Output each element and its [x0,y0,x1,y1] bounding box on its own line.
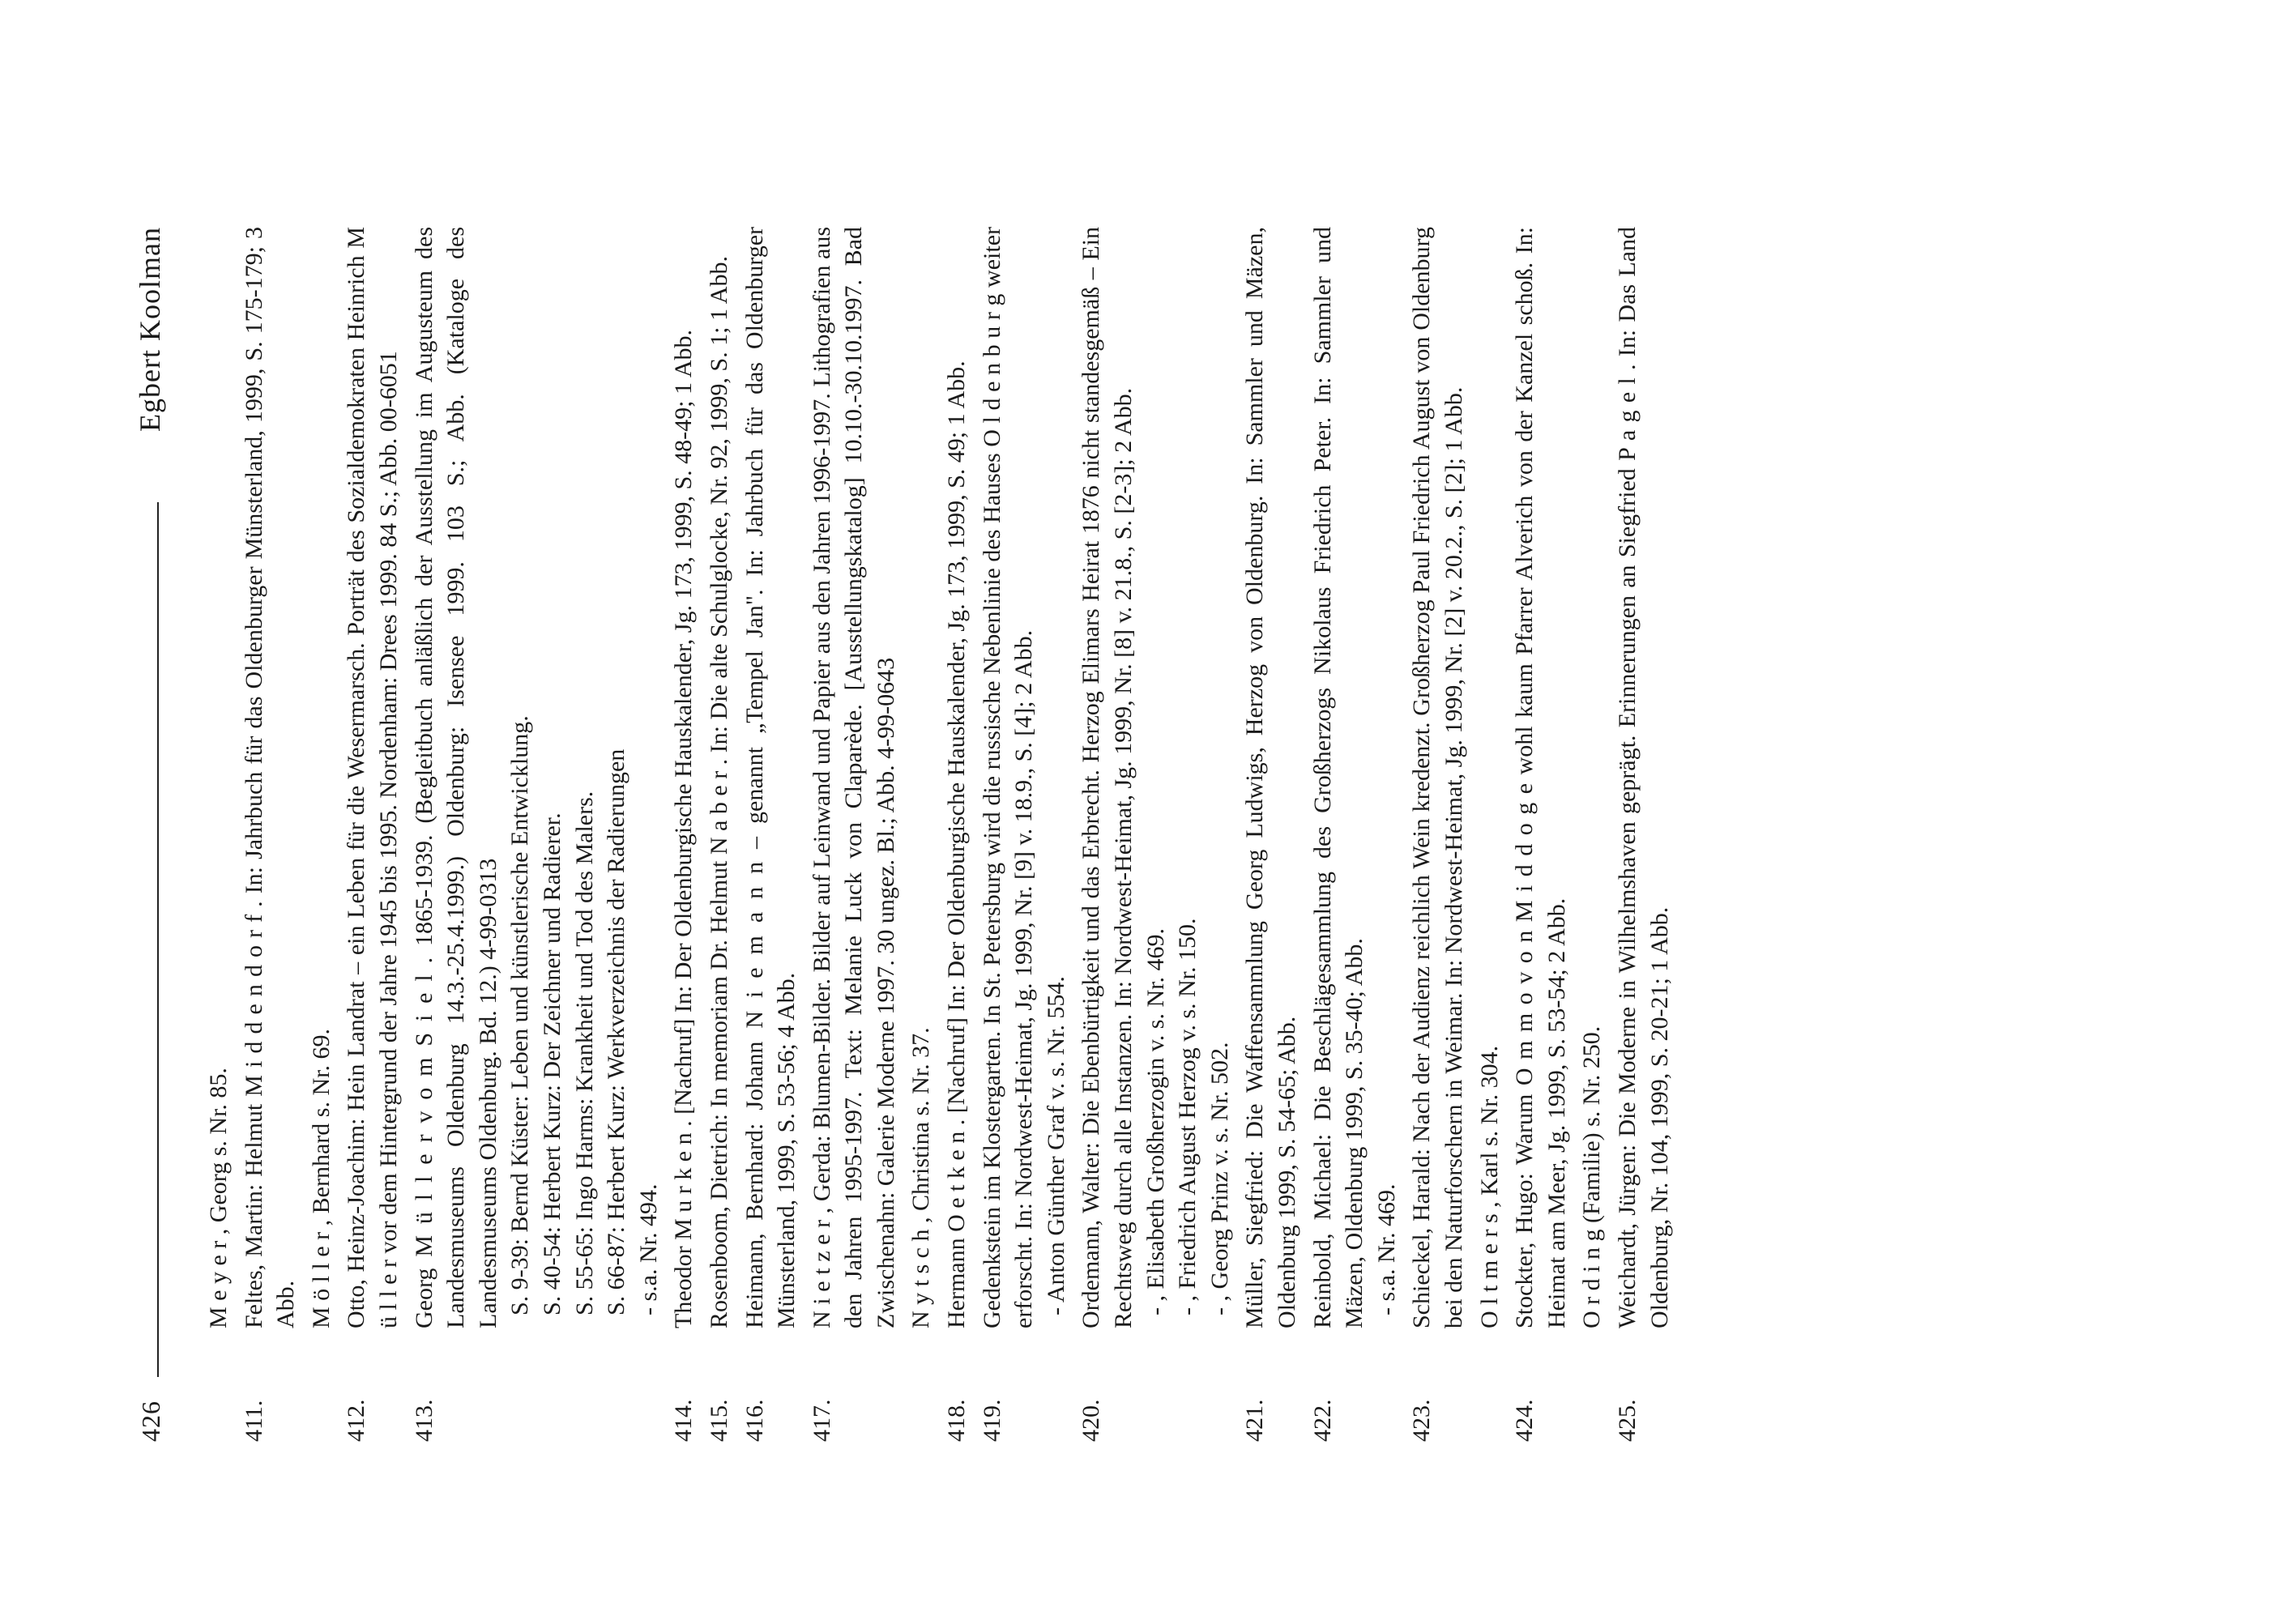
bibliography-entry [305,227,338,1442]
header-rule [157,502,159,1377]
entry-number: 420. [1078,1399,1105,1442]
entry-number: 421. [1241,1399,1269,1442]
entry-text [408,227,665,1328]
bibliography-entry [703,227,736,1442]
entry-text [1307,227,1403,1328]
entry-number: 417. [808,1399,835,1442]
entry-text [305,227,338,1328]
entry-citation: Schieckel, Harald: Nach der Audienz reichlich Wein kredenzt. Großherzog Paul Friedrich August von Oldenburg bei den Naturforschern in Weimar. In: Nordwest-Heimat, Jg. 1999, Nr. [2] v. 20.2., S. [2]; 1 Abb. [1408,227,1467,1328]
entry-citation: Georg M ü l l e r v o m S i e l . 1865-1939. (Begleitbuch anläßlich der Ausstellung im Augusteum des Landesmuseums Oldenburg 14.3.-25.4.1999.) Oldenburg: Isensee 1999. 103 S.; Abb. (Kataloge des Landesmuseums Oldenburg. Bd. 12.) 4-99-0313 [410,227,501,1328]
entry-citation: Müller, Siegfried: Die Waffensammlung Georg Ludwigs, Herzog von Oldenburg. In: Sammler und Mäzen, Oldenburg 1999, S. 54-65; Abb. [1241,227,1300,1328]
entry-citation: O r d i n g (Familie) s. Nr. 250. [1578,1025,1606,1328]
entry-subline: - s.a. Nr. 494. [634,1183,662,1315]
entry-number: 425. [1613,1399,1641,1442]
entry-text [976,227,1073,1328]
entry-citation: Hermann O e t k e n . [Nachruf] In: Der Oldenburgische Hauskalender, Jg. 173, 1999, S. 49; 1 Abb. [943,360,971,1328]
entry-text [1509,227,1573,1328]
entry-text [1474,227,1506,1328]
entry-number: 418. [943,1399,971,1442]
entry-subline: - s.a. Nr. 469. [1372,1183,1400,1315]
entry-text [1406,227,1470,1328]
bibliography-entry [238,227,302,1442]
entry-citation: M ö l l e r , Bernhard s. Nr. 69. [307,1029,335,1328]
entry-text [1075,227,1235,1328]
bibliography-list [203,227,1679,1442]
entry-citation: N y t s c h , Christina s. Nr. 37. [907,1027,935,1328]
entry-citation: M e y e r , Georg s. Nr. 85. [205,1068,232,1328]
bibliography-entry [1509,227,1573,1442]
entry-number: 415. [705,1399,732,1442]
entry-subline: - , Friedrich August Herzog v. s. Nr. 150. [1174,918,1201,1315]
bibliography-entry [203,227,235,1442]
entry-citation: Reinbold, Michael: Die Beschlägesammlung des Großherzogs Nikolaus Friedrich Peter. In: Sammler und Mäzen, Oldenburg 1999, S. 35-40; Abb. [1308,227,1368,1328]
entry-subline: - , Elisabeth Großherzogin v. s. Nr. 469. [1142,928,1169,1315]
entry-number: 423. [1408,1399,1436,1442]
entry-number: 411. [240,1400,267,1442]
page-number: 426 [136,1400,165,1442]
entry-citation: Theodor M u r k e n . [Nachruf] In: Der Oldenburgische Hauskalender, Jg. 173, 1999, S. 48-49; 1 Abb. [670,330,698,1328]
entry-number: 419. [978,1399,1005,1442]
entry-text [1611,227,1675,1328]
bibliography-entry [1406,227,1470,1442]
bibliography-entry [976,227,1073,1442]
entry-text [203,227,235,1328]
entry-text [1576,227,1608,1328]
entry-number: 416. [740,1399,768,1442]
entry-text [941,227,973,1328]
entry-subline: S. 40-54: Herbert Kurz: Der Zeichner und Radierer. [538,812,565,1315]
entry-text [1239,227,1303,1328]
entry-citation: Stockter, Hugo: Warum O m m o v o n M i d d o g e wohl kaum Pfarrer Alverich von der Kanzel schoß. In: Heimat am Meer, Jg. 1999, S. 53-54; 2 Abb. [1511,227,1570,1328]
bibliography-entry [1611,227,1675,1442]
entry-citation: Rosenboom, Dietrich: In memoriam Dr. Helmut N a b e r . In: Die alte Schulglocke, Nr. 92, 1999, S. 1; 1 Abb. [705,256,732,1328]
entry-citation: Otto, Heinz-Joachim: Hein Landrat – ein Leben für die Wesermarsch. Porträt des Sozialdemokraten Heinrich M ü l l e r vor dem Hintergrund der Jahre 1945 bis 1995. Nordenham: Drees 1999. 84 S.; Abb. 00-6051 [343,227,402,1328]
page-header [130,227,178,1442]
entry-subline: - , Georg Prinz v. s. Nr. 502. [1206,1042,1233,1315]
entry-number: 422. [1308,1399,1336,1442]
bibliography-entry [1307,227,1403,1442]
entry-number: 424. [1511,1399,1538,1442]
entry-citation: O l t m e r s , Karl s. Nr. 304. [1475,1045,1503,1328]
entry-text [340,227,404,1328]
entry-number: 414. [670,1399,698,1442]
entry-text [905,227,937,1328]
entry-citation: Weichardt, Jürgen: Die Moderne in Wilhelmshaven geprägt. Erinnerungen an Siegfried P a g e l . In: Das Land Oldenburg, Nr. 104, 1999, S. 20-21; 1 Abb. [1613,227,1673,1328]
entry-number: 412. [343,1399,370,1442]
bibliography-entry [1474,227,1506,1442]
entry-subline: S. 66-87: Herbert Kurz: Werkverzeichnis der Radierungen [603,748,630,1315]
bibliography-entry [905,227,937,1442]
bibliography-entry [1075,227,1235,1442]
entry-citation: Gedenkstein im Klostergarten. In St. Petersburg wird die russische Nebenlinie des Hauses O l d e n b u r g weiter erforscht. In: Nordwest-Heimat, Jg. 1999, Nr. [9] v. 18.9., S. [4]; 2 Abb. [978,227,1038,1328]
entry-citation: Feltes, Martin: Helmut M i d d e n d o r f . In: Jahrbuch für das Oldenburger Münsterland, 1999, S. 175-179; 3 Abb. [240,227,300,1328]
running-head: Egbert Koolman [134,227,166,432]
entry-subline: S. 9-39: Bernd Küster: Leben und künstlerische Entwicklung. [506,715,534,1315]
entry-text [238,227,302,1328]
scanned-page [130,227,2171,1442]
bibliography-entry [1576,227,1608,1442]
bibliography-entry [806,227,903,1442]
entry-text [668,227,700,1328]
bibliography-entry [408,227,665,1442]
bibliography-entry [340,227,404,1442]
entry-text [703,227,736,1328]
entry-citation: Heimann, Bernhard: Johann N i e m a n n – genannt „Tempel Jan". In: Jahrbuch für das Oldenburger Münsterland, 1999, S. 53-56; 4 Abb. [740,227,800,1328]
bibliography-entry [739,227,803,1442]
entry-citation: N i e t z e r , Gerda: Blumen-Bilder. Bilder auf Leinwand und Papier aus den Jahren 1996-1997. Lithografien aus den Jahren 1995-1997. Text: Melanie Luck von Claparède. [Ausstellungskatalog] 10.10.-30.10.1997. Bad Zwischenahn: Galerie Moderne 1997. 30 ungez. Bl.; Abb. 4-99-0643 [808,227,899,1328]
bibliography-entry [1239,227,1303,1442]
entry-subline: - Anton Günther Graf v. s. Nr. 554. [1042,976,1069,1315]
entry-number: 413. [410,1399,437,1442]
entry-text [739,227,803,1328]
bibliography-entry [941,227,973,1442]
entry-citation: Ordemann, Walter: Die Ebenbürtigkeit und das Erbrecht. Herzog Elimars Heirat 1876 nicht standesgemäß – Ein Rechtsweg durch alle Instanzen. In: Nordwest-Heimat, Jg. 1999, Nr. [8] v. 21.8., S. [2-3]; 2 Abb. [1078,227,1137,1328]
entry-subline: S. 55-65: Ingo Harms: Krankheit und Tod des Malers. [570,791,598,1315]
bibliography-entry [668,227,700,1442]
entry-text [806,227,903,1328]
